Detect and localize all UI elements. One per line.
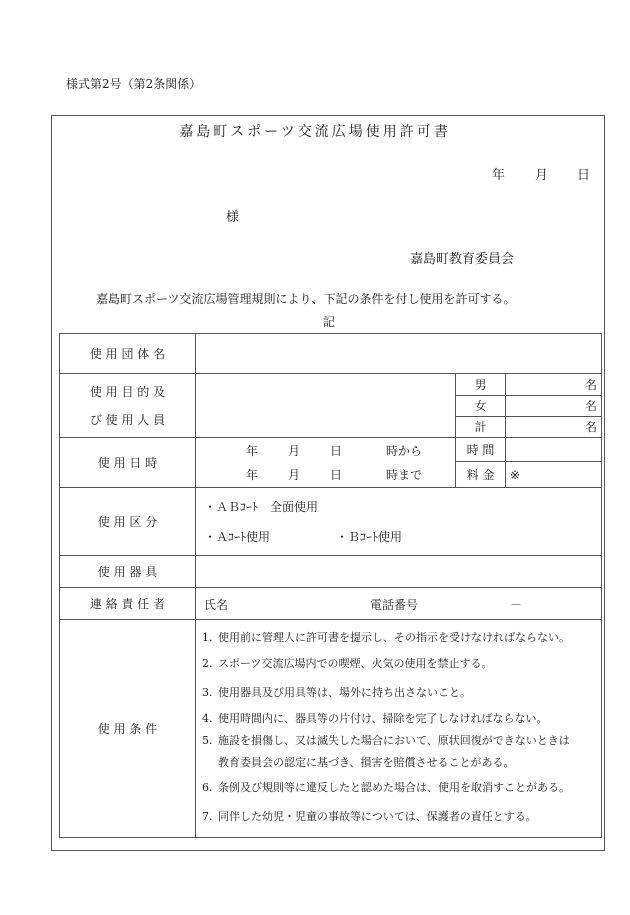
fee-mark: ※: [510, 467, 521, 482]
condition-item: 3. 使用器具及び用具等は、場外に持ち出さないこと。: [202, 685, 471, 699]
from-month: 月: [288, 443, 301, 458]
people-cell: [456, 374, 602, 438]
row-date-from: [60, 438, 602, 462]
purpose-label-line2: び 使 用 人 員: [89, 412, 166, 427]
purpose-field[interactable]: [196, 374, 456, 438]
conditions-list: [202, 628, 597, 830]
condition-item: 6. 条例及び規則等に違反したと認めた場合は、使用を取消すことがある。: [202, 780, 570, 794]
purpose-label-line1: 使 用 目 的 及: [89, 384, 166, 399]
time-label: 時 間: [456, 438, 506, 462]
contact-phone-dash: －: [510, 597, 523, 612]
date-year: 年: [492, 168, 506, 183]
option-ab-full[interactable]: ・ＡＢｺｰﾄ 全面使用: [204, 499, 319, 514]
total-field[interactable]: [506, 416, 601, 437]
from-hour: 時から: [386, 443, 423, 458]
conditions-cell: [196, 620, 602, 838]
addressee-suffix: 様: [226, 210, 240, 225]
date-from-field[interactable]: [196, 438, 456, 462]
option-b[interactable]: ・Ｂｺｰﾄ使用: [336, 529, 403, 544]
row-contact: [60, 588, 602, 620]
contact-label: 連 絡 責 任 者: [60, 588, 196, 620]
male-label: 男: [456, 374, 506, 395]
female-unit: 名: [584, 399, 597, 413]
to-year: 年: [246, 468, 259, 483]
permit-table: [59, 333, 602, 838]
fee-field[interactable]: [506, 462, 602, 488]
to-month: 月: [288, 468, 301, 483]
contact-name-label: 氏名: [204, 597, 229, 612]
total-unit: 名: [584, 420, 597, 435]
date-month: 月: [535, 168, 549, 183]
row-conditions: [60, 620, 602, 838]
form-number: 様式第2号（第2条関係）: [66, 77, 202, 91]
category-label: 使 用 区 分: [60, 488, 196, 556]
from-year: 年: [246, 443, 259, 458]
group-name-label: 使 用 団 体 名: [60, 334, 196, 374]
people-table: [456, 374, 601, 437]
row-equipment: [60, 556, 602, 588]
ki-mark: 記: [323, 315, 336, 329]
group-name-field[interactable]: [196, 334, 602, 374]
contact-field[interactable]: [196, 588, 602, 620]
condition-item: 7. 同伴した幼児・児童の事故等については、保護者の責任とする。: [202, 809, 537, 823]
conditions-label: 使 用 条 件: [60, 620, 196, 838]
fee-label: 料 金: [456, 462, 506, 488]
purpose-label: [60, 374, 196, 438]
issuer: 嘉島町教育委員会: [410, 252, 515, 267]
condition-item: 2. スポーツ交流広場内での喫煙、火気の使用を禁止する。: [202, 656, 493, 670]
intro-text: 嘉島町スポーツ交流広場管理規則により、下記の条件を付し使用を許可する。: [96, 292, 516, 306]
date-to-field[interactable]: [196, 462, 456, 488]
date-day: 日: [577, 168, 591, 183]
time-field[interactable]: [506, 438, 602, 462]
condition-item: 5. 施設を損傷し、又は滅失した場合において、原状回復ができないときは 教育委員会の認定に基づき、損害を賠償させることがある。: [202, 733, 570, 769]
total-label: 計: [456, 416, 506, 437]
to-hour: 時まで: [386, 468, 423, 483]
condition-item: 4. 使用時間内に、器具等の片付け、掃除を完了しなければならない。: [202, 711, 548, 725]
male-unit: 名: [584, 377, 597, 392]
row-purpose: [60, 374, 602, 438]
contact-phone-label: 電話番号: [370, 597, 419, 612]
date-label: 使 用 日 時: [60, 438, 196, 488]
option-a[interactable]: ・Ａｺｰﾄ使用: [204, 529, 271, 544]
page-title: 嘉島町スポーツ交流広場使用許可書: [179, 124, 451, 140]
condition-item: 1. 使用前に管理人に許可書を提示し、その指示を受けなければならない。: [202, 630, 570, 644]
from-day: 日: [330, 443, 343, 458]
row-category: [60, 488, 602, 556]
row-group-name: [60, 334, 602, 374]
female-field[interactable]: [506, 395, 601, 416]
equipment-field[interactable]: [196, 556, 602, 588]
female-label: 女: [456, 395, 506, 416]
equipment-label: 使 用 器 具: [60, 556, 196, 588]
category-options: [196, 488, 602, 556]
to-day: 日: [330, 468, 343, 483]
male-field[interactable]: [506, 374, 601, 395]
